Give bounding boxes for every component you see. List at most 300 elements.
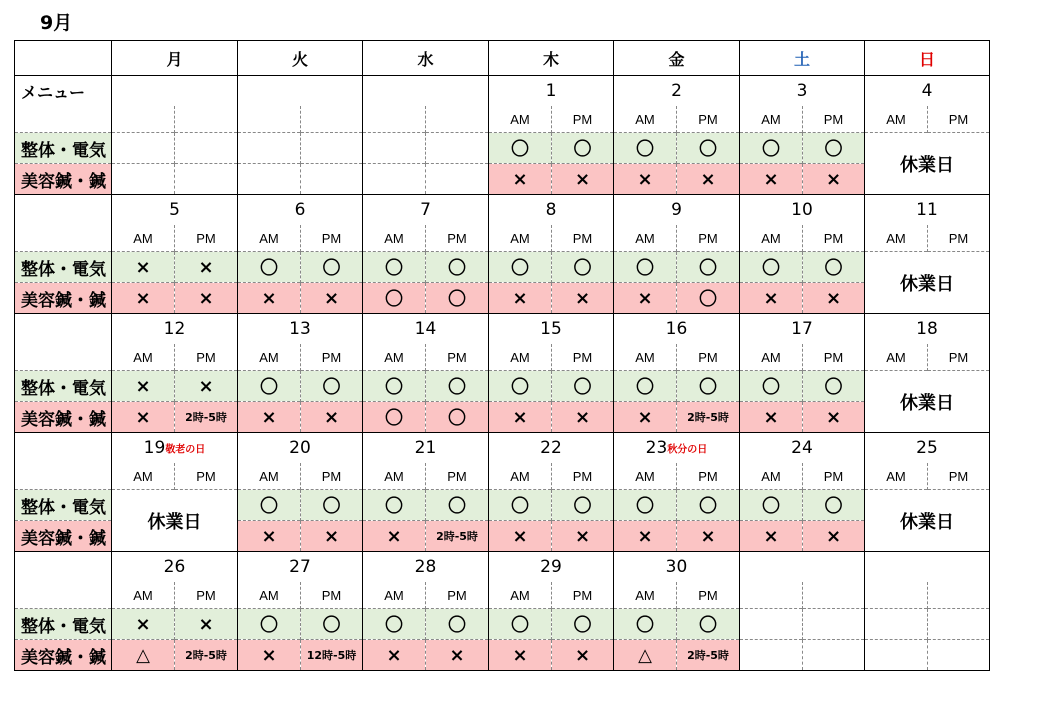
seitai-pm-status: 〇 xyxy=(301,252,363,283)
day-number xyxy=(489,76,614,107)
pm-label: PM xyxy=(552,225,614,252)
seitai-am-status: × xyxy=(112,371,175,402)
biyoshin-pm-status: 〇 xyxy=(426,283,489,314)
pm-label: PM xyxy=(301,582,363,609)
pm-label: PM xyxy=(928,463,990,490)
am-label: AM xyxy=(865,106,928,133)
biyoshin-am-status: × xyxy=(614,521,677,552)
am-label xyxy=(865,582,928,609)
day-number xyxy=(363,76,489,107)
biyoshin-pm-status: 〇 xyxy=(677,283,740,314)
empty-cell xyxy=(238,133,301,164)
pm-label: PM xyxy=(301,225,363,252)
am-label: AM xyxy=(363,463,426,490)
biyoshin-pm-status: 2時-5時 xyxy=(175,640,238,671)
date-row xyxy=(15,314,990,345)
am-label: AM xyxy=(740,344,803,371)
day-number xyxy=(238,552,363,583)
seitai-pm-status: 〇 xyxy=(803,490,865,521)
seitai-pm-status: × xyxy=(175,609,238,640)
service2-row xyxy=(15,402,990,433)
biyoshin-am-status: × xyxy=(489,402,552,433)
day-number-text: 18 xyxy=(916,319,938,339)
pm-label: PM xyxy=(175,225,238,252)
seitai-pm-status: 〇 xyxy=(301,490,363,521)
day-number xyxy=(238,195,363,226)
date-row xyxy=(15,433,990,464)
am-label: AM xyxy=(489,344,552,371)
am-label: AM xyxy=(614,106,677,133)
biyoshin-am-status: × xyxy=(363,640,426,671)
seitai-pm-status: 〇 xyxy=(677,609,740,640)
service1-row xyxy=(15,371,990,402)
biyoshin-pm-status: × xyxy=(301,402,363,433)
seitai-pm-status: 〇 xyxy=(677,133,740,164)
biyoshin-pm-status: 12時-5時 xyxy=(301,640,363,671)
reservation-calendar xyxy=(14,40,990,671)
day-number xyxy=(363,552,489,583)
biyoshin-am-status: 〇 xyxy=(363,402,426,433)
day-number xyxy=(238,76,363,107)
biyoshin-am-status: × xyxy=(614,164,677,195)
day-number-text: 12 xyxy=(163,319,186,339)
day-number-text: 29 xyxy=(540,557,562,577)
service1-label: 整体・電気 xyxy=(15,133,112,164)
ampm-row xyxy=(15,582,990,609)
pm-label: PM xyxy=(677,582,740,609)
weekday-header: 土 xyxy=(740,41,865,76)
am-label: AM xyxy=(614,344,677,371)
biyoshin-pm-status: × xyxy=(301,283,363,314)
day-number-text: 27 xyxy=(289,557,311,577)
am-label xyxy=(740,582,803,609)
service2-row xyxy=(15,164,990,195)
pm-label: PM xyxy=(677,225,740,252)
day-number-text: 3 xyxy=(796,81,808,101)
seitai-am-status: 〇 xyxy=(614,490,677,521)
seitai-pm-status: 〇 xyxy=(426,609,489,640)
seitai-am-status: 〇 xyxy=(238,371,301,402)
weekday-header: 日 xyxy=(865,41,990,76)
day-number-text: 4 xyxy=(921,81,933,101)
service1-row xyxy=(15,490,990,521)
pm-label: PM xyxy=(803,225,865,252)
seitai-am-status: 〇 xyxy=(614,133,677,164)
am-label: AM xyxy=(865,225,928,252)
pm-label: PM xyxy=(426,344,489,371)
empty-cell xyxy=(175,133,238,164)
pm-label: PM xyxy=(677,344,740,371)
biyoshin-pm-status: 2時-5時 xyxy=(175,402,238,433)
day-number-text: 22 xyxy=(540,438,562,458)
day-number-text: 30 xyxy=(665,557,688,577)
seitai-am-status: 〇 xyxy=(238,490,301,521)
pm-label xyxy=(301,106,363,133)
weekday-header: 金 xyxy=(614,41,740,76)
day-number xyxy=(112,195,238,226)
service2-label: 美容鍼・鍼 xyxy=(15,283,112,314)
empty-cell xyxy=(803,609,865,640)
service1-label: 整体・電気 xyxy=(15,609,112,640)
biyoshin-am-status: × xyxy=(238,402,301,433)
pm-label xyxy=(928,582,990,609)
seitai-pm-status: 〇 xyxy=(552,252,614,283)
menu-label-cell xyxy=(15,195,112,226)
ampm-row xyxy=(15,225,990,252)
am-label: AM xyxy=(363,344,426,371)
service2-row xyxy=(15,283,990,314)
weekday-header-row xyxy=(15,41,990,76)
closed-day-label: 休業日 xyxy=(865,490,990,552)
day-number xyxy=(363,433,489,464)
biyoshin-pm-status: × xyxy=(552,640,614,671)
biyoshin-am-status: × xyxy=(489,521,552,552)
seitai-pm-status: × xyxy=(175,371,238,402)
seitai-pm-status: 〇 xyxy=(552,371,614,402)
day-number xyxy=(740,433,865,464)
closed-day-label: 休業日 xyxy=(865,133,990,195)
biyoshin-am-status: × xyxy=(238,283,301,314)
biyoshin-pm-status: 2時-5時 xyxy=(677,402,740,433)
day-number-text: 11 xyxy=(916,200,938,220)
pm-label: PM xyxy=(426,225,489,252)
seitai-am-status: 〇 xyxy=(614,609,677,640)
menu-label-cell xyxy=(15,552,112,583)
pm-label: PM xyxy=(928,344,990,371)
day-number-text: 28 xyxy=(414,557,437,577)
day-number xyxy=(363,314,489,345)
am-label: AM xyxy=(112,582,175,609)
day-number-text: 21 xyxy=(414,438,437,458)
day-number xyxy=(740,314,865,345)
seitai-am-status: 〇 xyxy=(489,133,552,164)
day-number-text: 16 xyxy=(665,319,688,339)
day-number-text: 19 xyxy=(143,438,166,458)
pm-label: PM xyxy=(175,344,238,371)
weekday-header: 火 xyxy=(238,41,363,76)
biyoshin-pm-status: × xyxy=(175,283,238,314)
service1-row xyxy=(15,609,990,640)
am-label: AM xyxy=(614,225,677,252)
empty-cell xyxy=(803,640,865,671)
seitai-pm-status: 〇 xyxy=(552,133,614,164)
pm-label: PM xyxy=(928,106,990,133)
menu-label-cell: メニュー xyxy=(15,76,112,107)
seitai-pm-status: 〇 xyxy=(803,133,865,164)
biyoshin-pm-status: × xyxy=(301,521,363,552)
ampm-row xyxy=(15,344,990,371)
seitai-am-status: 〇 xyxy=(363,490,426,521)
seitai-pm-status: 〇 xyxy=(426,371,489,402)
biyoshin-am-status: × xyxy=(489,640,552,671)
day-number xyxy=(865,314,990,345)
seitai-pm-status: 〇 xyxy=(426,252,489,283)
service2-label: 美容鍼・鍼 xyxy=(15,164,112,195)
biyoshin-am-status: × xyxy=(112,402,175,433)
am-label: AM xyxy=(614,463,677,490)
label-spacer xyxy=(15,582,112,609)
day-number xyxy=(112,314,238,345)
label-spacer xyxy=(15,225,112,252)
seitai-am-status: 〇 xyxy=(614,252,677,283)
day-number xyxy=(614,195,740,226)
am-label: AM xyxy=(112,463,175,490)
day-number xyxy=(865,195,990,226)
label-spacer xyxy=(15,106,112,133)
day-number xyxy=(112,552,238,583)
am-label: AM xyxy=(238,225,301,252)
seitai-pm-status: × xyxy=(175,252,238,283)
closed-day-label: 休業日 xyxy=(112,490,238,552)
empty-cell xyxy=(112,133,175,164)
am-label: AM xyxy=(614,582,677,609)
day-number xyxy=(238,433,363,464)
day-number-text: 17 xyxy=(791,319,813,339)
pm-label: PM xyxy=(552,463,614,490)
am-label: AM xyxy=(740,463,803,490)
am-label xyxy=(112,106,175,133)
empty-cell xyxy=(363,164,426,195)
seitai-pm-status: 〇 xyxy=(301,609,363,640)
day-number xyxy=(238,314,363,345)
day-number-text: 20 xyxy=(289,438,311,458)
biyoshin-am-status: × xyxy=(740,283,803,314)
day-number xyxy=(489,314,614,345)
day-number xyxy=(865,433,990,464)
am-label: AM xyxy=(238,463,301,490)
day-number-text: 2 xyxy=(671,81,682,101)
closed-day-label: 休業日 xyxy=(865,371,990,433)
pm-label: PM xyxy=(175,582,238,609)
empty-cell xyxy=(426,133,489,164)
pm-label xyxy=(803,582,865,609)
biyoshin-am-status: × xyxy=(740,521,803,552)
pm-label: PM xyxy=(301,463,363,490)
am-label xyxy=(363,106,426,133)
biyoshin-pm-status: × xyxy=(803,521,865,552)
am-label: AM xyxy=(363,582,426,609)
biyoshin-pm-status: × xyxy=(552,283,614,314)
day-number xyxy=(489,195,614,226)
service2-label: 美容鍼・鍼 xyxy=(15,402,112,433)
biyoshin-am-status: × xyxy=(238,640,301,671)
empty-cell xyxy=(301,133,363,164)
empty-cell xyxy=(740,609,803,640)
day-number xyxy=(614,433,740,464)
day-number xyxy=(489,433,614,464)
biyoshin-pm-status: × xyxy=(552,521,614,552)
service1-label: 整体・電気 xyxy=(15,490,112,521)
am-label: AM xyxy=(489,463,552,490)
pm-label: PM xyxy=(426,463,489,490)
seitai-am-status: 〇 xyxy=(740,133,803,164)
empty-cell xyxy=(928,640,990,671)
biyoshin-am-status: × xyxy=(740,402,803,433)
am-label: AM xyxy=(112,225,175,252)
day-number-text: 6 xyxy=(294,200,306,220)
ampm-row xyxy=(15,106,990,133)
weekday-header: 水 xyxy=(363,41,489,76)
biyoshin-pm-status: × xyxy=(677,521,740,552)
empty-cell xyxy=(238,164,301,195)
day-number-text: 23 xyxy=(645,438,668,458)
date-row xyxy=(15,195,990,226)
pm-label: PM xyxy=(175,463,238,490)
day-number xyxy=(112,433,238,464)
day-number xyxy=(489,552,614,583)
pm-label: PM xyxy=(803,463,865,490)
pm-label: PM xyxy=(803,344,865,371)
label-spacer xyxy=(15,344,112,371)
biyoshin-am-status: 〇 xyxy=(363,283,426,314)
seitai-am-status: 〇 xyxy=(238,609,301,640)
seitai-pm-status: 〇 xyxy=(803,252,865,283)
seitai-pm-status: 〇 xyxy=(301,371,363,402)
empty-cell xyxy=(740,640,803,671)
biyoshin-am-status: × xyxy=(614,283,677,314)
pm-label xyxy=(175,106,238,133)
weekday-header: 月 xyxy=(112,41,238,76)
biyoshin-pm-status: × xyxy=(803,283,865,314)
day-number xyxy=(740,195,865,226)
day-number-text: 15 xyxy=(540,319,562,339)
biyoshin-pm-status: × xyxy=(803,164,865,195)
pm-label: PM xyxy=(426,582,489,609)
am-label: AM xyxy=(238,582,301,609)
biyoshin-pm-status: 2時-5時 xyxy=(426,521,489,552)
seitai-am-status: 〇 xyxy=(740,252,803,283)
biyoshin-pm-status: × xyxy=(677,164,740,195)
seitai-am-status: 〇 xyxy=(363,609,426,640)
pm-label: PM xyxy=(803,106,865,133)
service2-label: 美容鍼・鍼 xyxy=(15,640,112,671)
day-number-text: 10 xyxy=(791,200,813,220)
am-label: AM xyxy=(489,225,552,252)
am-label: AM xyxy=(489,582,552,609)
empty-cell xyxy=(363,133,426,164)
pm-label: PM xyxy=(552,344,614,371)
day-number xyxy=(363,195,489,226)
seitai-am-status: 〇 xyxy=(363,252,426,283)
seitai-am-status: × xyxy=(112,609,175,640)
day-number-text: 9 xyxy=(671,200,682,220)
day-number-text: 13 xyxy=(289,319,311,339)
menu-label-cell xyxy=(15,314,112,345)
seitai-pm-status: 〇 xyxy=(803,371,865,402)
day-number xyxy=(865,552,990,583)
service1-row xyxy=(15,252,990,283)
empty-cell xyxy=(112,164,175,195)
am-label: AM xyxy=(740,225,803,252)
biyoshin-am-status: × xyxy=(489,164,552,195)
biyoshin-am-status: × xyxy=(363,521,426,552)
biyoshin-pm-status: × xyxy=(803,402,865,433)
seitai-am-status: × xyxy=(112,252,175,283)
pm-label: PM xyxy=(928,225,990,252)
day-number xyxy=(614,314,740,345)
am-label: AM xyxy=(740,106,803,133)
closed-day-label: 休業日 xyxy=(865,252,990,314)
biyoshin-pm-status: 〇 xyxy=(426,402,489,433)
label-spacer xyxy=(15,463,112,490)
biyoshin-pm-status: × xyxy=(552,402,614,433)
am-label: AM xyxy=(238,344,301,371)
pm-label: PM xyxy=(677,106,740,133)
service1-label: 整体・電気 xyxy=(15,371,112,402)
seitai-am-status: 〇 xyxy=(489,490,552,521)
biyoshin-pm-status: × xyxy=(552,164,614,195)
biyoshin-am-status: × xyxy=(238,521,301,552)
am-label: AM xyxy=(865,344,928,371)
empty-cell xyxy=(301,164,363,195)
seitai-am-status: 〇 xyxy=(489,371,552,402)
seitai-am-status: 〇 xyxy=(740,490,803,521)
service2-row xyxy=(15,640,990,671)
seitai-am-status: 〇 xyxy=(489,252,552,283)
biyoshin-am-status: × xyxy=(740,164,803,195)
seitai-am-status: 〇 xyxy=(489,609,552,640)
am-label xyxy=(238,106,301,133)
empty-cell xyxy=(865,609,928,640)
day-number xyxy=(740,76,865,107)
biyoshin-am-status: × xyxy=(614,402,677,433)
day-number-text: 5 xyxy=(169,200,180,220)
biyoshin-am-status: × xyxy=(112,283,175,314)
biyoshin-am-status: × xyxy=(489,283,552,314)
service2-label: 美容鍼・鍼 xyxy=(15,521,112,552)
seitai-pm-status: 〇 xyxy=(552,490,614,521)
day-number xyxy=(614,76,740,107)
seitai-pm-status: 〇 xyxy=(677,371,740,402)
day-number-text: 8 xyxy=(545,200,557,220)
seitai-am-status: 〇 xyxy=(363,371,426,402)
pm-label: PM xyxy=(301,344,363,371)
seitai-pm-status: 〇 xyxy=(426,490,489,521)
am-label: AM xyxy=(112,344,175,371)
day-number-text: 25 xyxy=(916,438,938,458)
weekday-header: 木 xyxy=(489,41,614,76)
seitai-pm-status: 〇 xyxy=(677,490,740,521)
am-label: AM xyxy=(489,106,552,133)
day-number xyxy=(865,76,990,107)
month-title: 9月 xyxy=(40,12,73,34)
pm-label: PM xyxy=(552,106,614,133)
pm-label xyxy=(426,106,489,133)
day-number xyxy=(112,76,238,107)
day-number xyxy=(740,552,865,583)
day-number-text: 24 xyxy=(791,438,813,458)
service1-label: 整体・電気 xyxy=(15,252,112,283)
day-number-text: 7 xyxy=(420,200,431,220)
date-row xyxy=(15,76,990,107)
menu-label-cell xyxy=(15,433,112,464)
service1-row xyxy=(15,133,990,164)
empty-cell xyxy=(426,164,489,195)
biyoshin-pm-status: 2時-5時 xyxy=(677,640,740,671)
empty-cell xyxy=(865,640,928,671)
day-number-text: 26 xyxy=(163,557,186,577)
am-label: AM xyxy=(363,225,426,252)
empty-cell xyxy=(175,164,238,195)
day-number-text: 14 xyxy=(414,319,437,339)
am-label: AM xyxy=(865,463,928,490)
pm-label: PM xyxy=(677,463,740,490)
holiday-label: 秋分の日 xyxy=(667,444,708,456)
empty-cell xyxy=(928,609,990,640)
seitai-am-status: 〇 xyxy=(740,371,803,402)
biyoshin-am-status: △ xyxy=(614,640,677,671)
biyoshin-am-status: △ xyxy=(112,640,175,671)
